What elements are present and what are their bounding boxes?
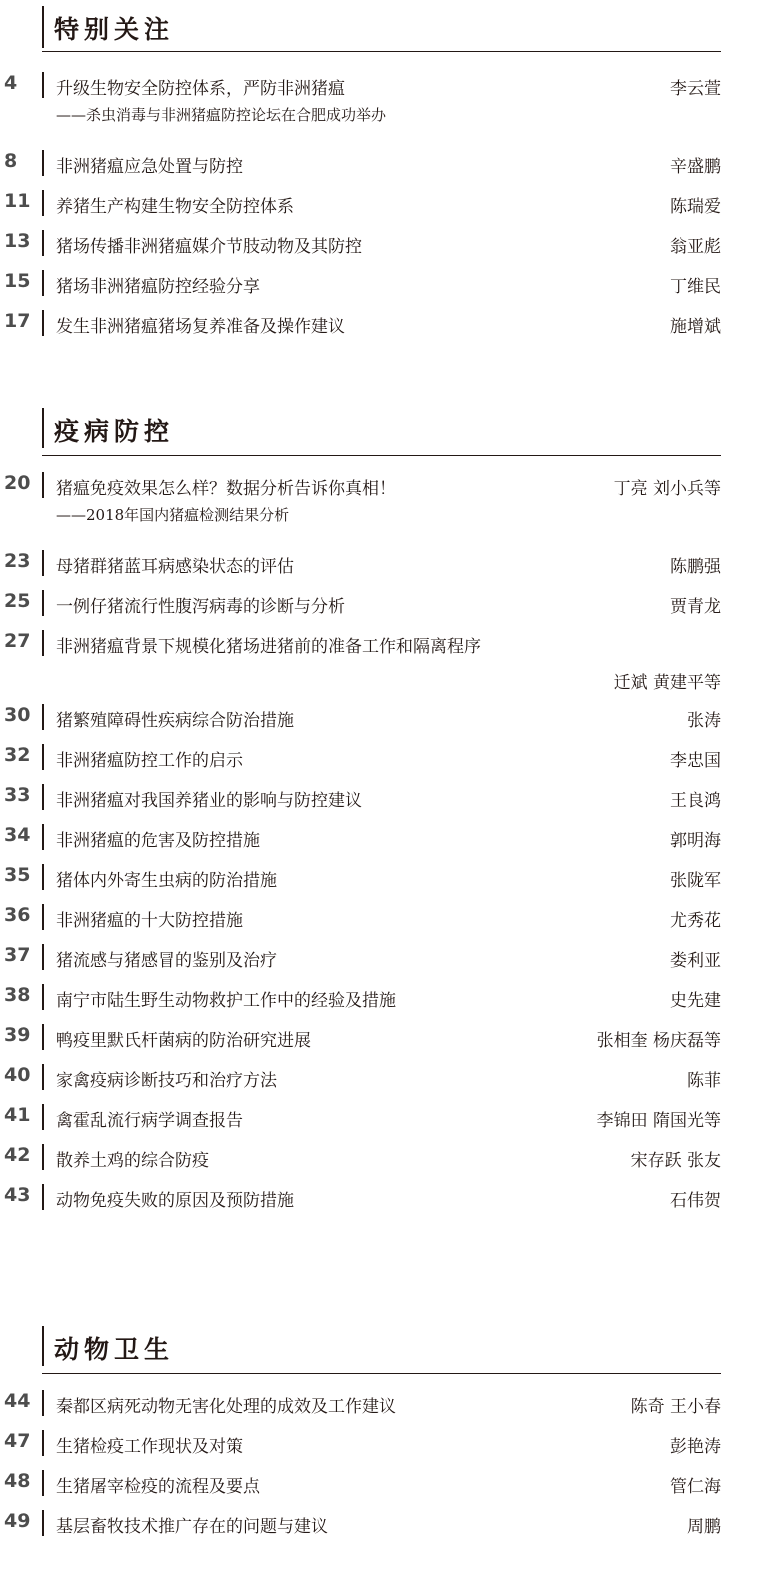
entry-bar — [42, 824, 44, 850]
entry-bar — [42, 190, 44, 216]
toc-entry[interactable] — [0, 1138, 771, 1178]
page-number: 4 — [4, 72, 18, 94]
page-number: 48 — [4, 1470, 31, 1492]
page-number: 44 — [4, 1390, 31, 1412]
entry-bar — [42, 72, 44, 98]
article-title[interactable]: 散养土鸡的综合防疫 — [56, 1151, 209, 1171]
article-authors: 辛盛鹏 — [670, 157, 721, 177]
article-authors: 陈瑞爱 — [670, 197, 721, 217]
article-title[interactable]: 基层畜牧技术推广存在的问题与建议 — [56, 1517, 328, 1537]
page-number: 33 — [4, 784, 31, 806]
article-authors: 丁维民 — [670, 277, 721, 297]
article-title[interactable]: 猪场传播非洲猪瘟媒介节肢动物及其防控 — [56, 237, 362, 257]
article-authors: 贾青龙 — [670, 597, 721, 617]
page-number: 32 — [4, 744, 31, 766]
entry-bar — [42, 1510, 44, 1536]
article-title[interactable]: 猪流感与猪感冒的鉴别及治疗 — [56, 951, 277, 971]
article-authors: 陈奇 王小春 — [630, 1397, 721, 1417]
page-number: 17 — [4, 310, 31, 332]
article-title[interactable]: 禽霍乱流行病学调查报告 — [56, 1111, 243, 1131]
article-authors: 郭明海 — [670, 831, 721, 851]
article-authors: 翁亚彪 — [670, 237, 721, 257]
toc-entry[interactable] — [0, 1424, 771, 1464]
page-number: 39 — [4, 1024, 31, 1046]
article-authors: 丁亮 刘小兵等 — [613, 479, 721, 499]
toc-entry[interactable] — [0, 624, 771, 698]
entry-bar — [42, 1430, 44, 1456]
entry-bar — [42, 630, 44, 656]
toc-entry[interactable] — [0, 818, 771, 858]
page-number: 37 — [4, 944, 31, 966]
article-authors: 宋存跃 张友 — [630, 1151, 721, 1171]
article-authors: 陈鹏强 — [670, 557, 721, 577]
toc-entry[interactable] — [0, 144, 771, 184]
article-title[interactable]: 秦都区病死动物无害化处理的成效及工作建议 — [56, 1397, 396, 1417]
article-authors: 石伟贺 — [670, 1191, 721, 1211]
article-title[interactable]: 一例仔猪流行性腹泻病毒的诊断与分析 — [56, 597, 345, 617]
page-number: 20 — [4, 472, 31, 494]
toc-entry[interactable] — [0, 224, 771, 264]
toc-entry[interactable] — [0, 1504, 771, 1544]
page-number: 8 — [4, 150, 18, 172]
section-animal-health — [0, 1318, 771, 1544]
article-authors: 管仁海 — [670, 1477, 721, 1497]
entry-bar — [42, 230, 44, 256]
section-title: 特别关注 — [54, 15, 175, 44]
toc-entry[interactable] — [0, 1178, 771, 1218]
section-header — [0, 1318, 771, 1374]
page-number: 13 — [4, 230, 31, 252]
article-title[interactable]: 养猪生产构建生物安全防控体系 — [56, 197, 294, 217]
entry-bar — [42, 864, 44, 890]
toc-entry[interactable] — [0, 1464, 771, 1504]
article-title[interactable]: 母猪群猪蓝耳病感染状态的评估 — [56, 557, 294, 577]
article-authors: 迁斌 黄建平等 — [613, 673, 721, 693]
entry-bar — [42, 1184, 44, 1210]
toc-entry[interactable] — [0, 264, 771, 304]
entry-list — [0, 1384, 771, 1544]
article-title[interactable]: 南宁市陆生野生动物救护工作中的经验及措施 — [56, 991, 396, 1011]
entry-bar — [42, 550, 44, 576]
toc-entry[interactable] — [0, 978, 771, 1018]
toc-entry[interactable] — [0, 544, 771, 584]
section-divider — [42, 51, 721, 52]
entry-bar — [42, 472, 44, 498]
article-title[interactable]: 非洲猪瘟的危害及防控措施 — [56, 831, 260, 851]
page-number: 25 — [4, 590, 31, 612]
article-title[interactable]: 生猪屠宰检疫的流程及要点 — [56, 1477, 260, 1497]
entry-bar — [42, 784, 44, 810]
article-title[interactable]: 非洲猪瘟背景下规模化猪场进猪前的准备工作和隔离程序 — [56, 637, 481, 657]
article-authors: 张涛 — [687, 711, 721, 731]
article-authors: 李锦田 隋国光等 — [596, 1111, 721, 1131]
article-authors: 李云萱 — [670, 79, 721, 99]
article-authors: 张相奎 杨庆磊等 — [596, 1031, 721, 1051]
entry-bar — [42, 944, 44, 970]
section-header-bar — [42, 1326, 44, 1366]
entry-bar — [42, 1390, 44, 1416]
toc-entry[interactable] — [0, 898, 771, 938]
article-title[interactable]: 非洲猪瘟应急处置与防控 — [56, 157, 243, 177]
section-header — [0, 400, 771, 456]
page-number: 42 — [4, 1144, 31, 1166]
article-title[interactable]: 猪场非洲猪瘟防控经验分享 — [56, 277, 260, 297]
toc-entry[interactable] — [0, 1058, 771, 1098]
entry-bar — [42, 1470, 44, 1496]
article-title[interactable]: 猪瘟免疫效果怎么样？数据分析告诉你真相！ — [56, 479, 396, 499]
article-authors: 张陇军 — [670, 871, 721, 891]
entry-list — [0, 66, 771, 344]
article-authors: 王良鸿 — [670, 791, 721, 811]
page-number: 23 — [4, 550, 31, 572]
entry-bar — [42, 744, 44, 770]
article-authors: 史先建 — [670, 991, 721, 1011]
section-title: 疫病防控 — [54, 417, 175, 446]
page-number: 36 — [4, 904, 31, 926]
section-divider — [42, 1373, 721, 1374]
article-authors: 李忠国 — [670, 751, 721, 771]
page-number: 47 — [4, 1430, 31, 1452]
article-title[interactable]: 生猪检疫工作现状及对策 — [56, 1437, 243, 1457]
entry-bar — [42, 310, 44, 336]
article-title[interactable]: 动物免疫失败的原因及预防措施 — [56, 1191, 294, 1211]
section-title: 动物卫生 — [54, 1335, 175, 1364]
toc-entry[interactable] — [0, 698, 771, 738]
page-number: 40 — [4, 1064, 31, 1086]
article-subtitle: ——杀虫消毒与非洲猪瘟防控论坛在合肥成功举办 — [56, 106, 387, 124]
article-title[interactable]: 猪繁殖障碍性疾病综合防治措施 — [56, 711, 294, 731]
article-title[interactable]: 非洲猪瘟对我国养猪业的影响与防控建议 — [56, 791, 362, 811]
page-number: 27 — [4, 630, 31, 652]
page-number: 30 — [4, 704, 31, 726]
section-header-bar — [42, 6, 44, 48]
toc-entry[interactable] — [0, 184, 771, 224]
page-number: 15 — [4, 270, 31, 292]
article-authors: 陈菲 — [687, 1071, 721, 1091]
section-divider — [42, 455, 721, 456]
toc-entry[interactable] — [0, 778, 771, 818]
article-title[interactable]: 猪体内外寄生虫病的防治措施 — [56, 871, 277, 891]
article-title[interactable]: 非洲猪瘟防控工作的启示 — [56, 751, 243, 771]
section-disease-control — [0, 400, 771, 1218]
page-number: 49 — [4, 1510, 31, 1532]
toc-entry[interactable] — [0, 1384, 771, 1424]
entry-bar — [42, 1024, 44, 1050]
article-authors: 周鹏 — [687, 1517, 721, 1537]
section-header-bar — [42, 408, 44, 448]
entry-bar — [42, 704, 44, 730]
article-authors: 彭艳涛 — [670, 1437, 721, 1457]
toc-entry[interactable] — [0, 66, 771, 144]
article-authors: 娄利亚 — [670, 951, 721, 971]
entry-bar — [42, 984, 44, 1010]
article-title[interactable]: 家禽疫病诊断技巧和治疗方法 — [56, 1071, 277, 1091]
toc-entry[interactable] — [0, 304, 771, 344]
toc-entry[interactable] — [0, 1098, 771, 1138]
article-title[interactable]: 鸭疫里默氏杆菌病的防治研究进展 — [56, 1031, 311, 1051]
page-number: 43 — [4, 1184, 31, 1206]
entry-bar — [42, 590, 44, 616]
page-number: 41 — [4, 1104, 31, 1126]
entry-bar — [42, 270, 44, 296]
section-special-focus — [0, 0, 771, 344]
toc-entry[interactable] — [0, 1018, 771, 1058]
article-authors: 尤秀花 — [670, 911, 721, 931]
toc-entry[interactable] — [0, 858, 771, 898]
entry-bar — [42, 1064, 44, 1090]
page-number: 35 — [4, 864, 31, 886]
section-header — [0, 0, 771, 52]
toc-entry[interactable] — [0, 584, 771, 624]
toc-entry[interactable] — [0, 466, 771, 544]
entry-bar — [42, 904, 44, 930]
article-authors: 施增斌 — [670, 317, 721, 337]
article-title[interactable]: 发生非洲猪瘟猪场复养准备及操作建议 — [56, 317, 345, 337]
page-number: 11 — [4, 190, 31, 212]
entry-bar — [42, 150, 44, 176]
article-title[interactable]: 升级生物安全防控体系，严防非洲猪瘟 — [56, 79, 345, 99]
entry-list — [0, 466, 771, 1218]
article-title[interactable]: 非洲猪瘟的十大防控措施 — [56, 911, 243, 931]
article-subtitle: ——2018年国内猪瘟检测结果分析 — [56, 506, 290, 524]
toc-entry[interactable] — [0, 938, 771, 978]
entry-bar — [42, 1144, 44, 1170]
page-number: 38 — [4, 984, 31, 1006]
entry-bar — [42, 1104, 44, 1130]
page-number: 34 — [4, 824, 31, 846]
toc-entry[interactable] — [0, 738, 771, 778]
